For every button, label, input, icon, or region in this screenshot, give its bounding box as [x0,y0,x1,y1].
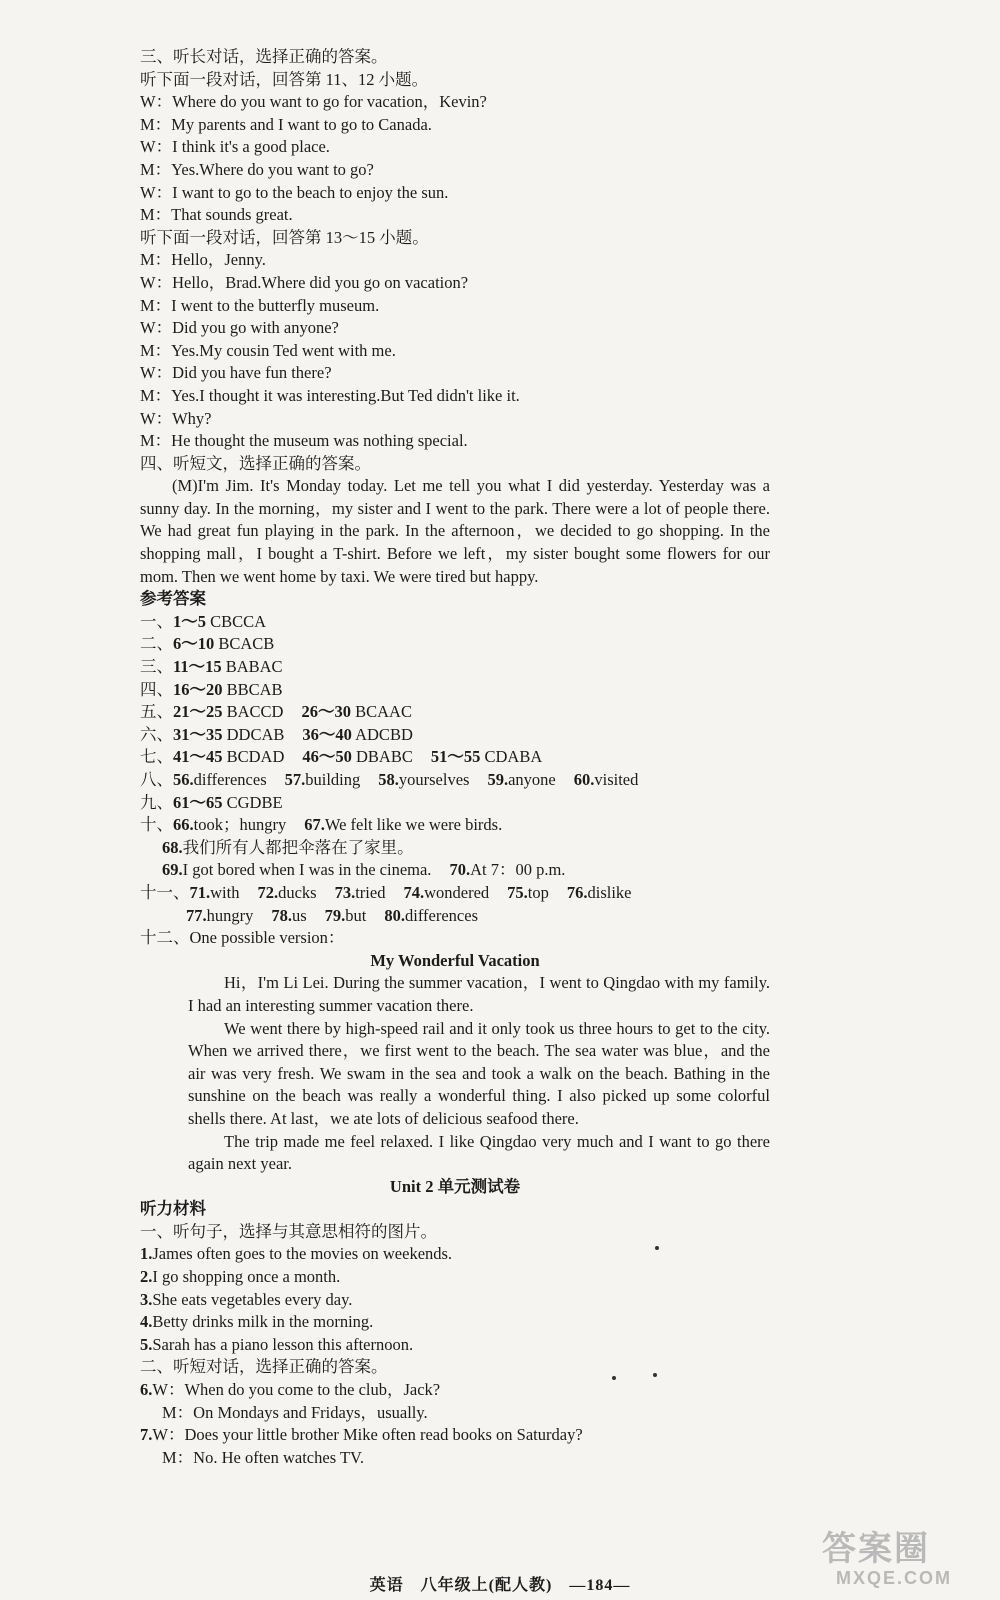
answer-value: BBCAB [222,679,283,699]
question-line [140,1289,770,1312]
dialogue-line: M：He thought the museum was nothing special. [140,431,468,451]
answer-value: 我们所有人都把伞落在了家里。 [182,837,414,857]
answer-value: At 7：00 p.m. [470,860,566,880]
answer-number: 72. [257,882,279,902]
answer-value: CBCCA [206,611,267,631]
answer-row [140,746,770,769]
answer-row: 十二、One possible version： [140,928,345,948]
answer-number: 75. [507,882,528,902]
answer-number: 59. [487,770,509,789]
watermark-line2: MXQE.COM [836,1568,953,1588]
answer-number: 76. [566,882,588,902]
answer-range: 26～30 [301,702,351,722]
dialogue-line: W：Did you go with anyone? [140,318,339,338]
dialogue-line: M：Yes.I thought it was interesting.But Ted didn't like it. [140,385,520,405]
answer-value: CGDBE [222,792,283,812]
answer-number: 60. [573,770,595,789]
answer-row [140,679,770,702]
answer-value: BCACB [214,634,275,654]
question-text: W：When do you come to the club，Jack? [152,1380,441,1400]
answer-range: 11～15 [173,657,222,677]
question-number: 4. [140,1312,153,1332]
answer-value: dislike [587,882,632,902]
section-heading: 二、听短对话，选择正确的答案。 [140,1357,388,1377]
ink-dot [655,1246,659,1250]
answer-row [140,792,770,815]
watermark-line1: 答案圈 [822,1530,930,1568]
question-line [140,1243,770,1266]
answer-value: ducks [278,882,317,902]
essay-title: My Wonderful Vacation [370,950,540,970]
answer-number: 80. [384,905,406,925]
question-text: Betty drinks milk in the morning. [152,1312,374,1332]
answer-number: 77. [186,905,207,925]
answer-range: 36～40 [302,724,352,744]
section-heading: 三、听长对话，选择正确的答案。 [140,47,388,66]
watermark-logo [822,1530,972,1590]
question-line [140,1334,770,1357]
section-heading: 一、听句子，选择与其意思相符的图片。 [140,1221,437,1241]
passage [140,475,770,588]
answer-row [140,837,770,860]
answer-range: 1～5 [173,611,206,631]
answer-number: 71. [189,882,211,902]
answers-title: 参考答案 [140,589,206,609]
dialogue-line: W：I want to go to the beach to enjoy the sun. [140,182,449,202]
answer-value: took；hungry [193,815,287,835]
essay-paragraph: Hi，I'm Li Lei. During the summer vacation，I went to Qingdao with my family. I had an interesting summer vacation there. [188,973,770,1015]
answer-row [140,905,770,928]
question-text: James often goes to the movies on weekends. [152,1244,453,1264]
answer-value: visited [594,770,639,789]
answer-value: DDCAB [222,724,285,744]
answer-row [140,769,770,792]
answer-range: 51～55 [430,747,481,767]
answer-value: BCAAC [350,702,412,722]
answer-section: 九、 [140,792,173,812]
footer-page-number: —184— [569,1577,631,1594]
answer-number: 69. [162,860,183,880]
answer-number: 58. [378,770,399,789]
answer-section: 一、 [140,611,173,631]
answer-row [140,814,770,837]
answer-section: 二、 [140,634,173,654]
answer-value: anyone [508,770,556,789]
answer-value: differences [193,770,267,789]
answer-range: 41～45 [173,747,223,767]
answer-number: 78. [271,905,292,925]
question-number: 6. [140,1380,153,1400]
answer-section: 六、 [140,724,173,744]
answer-range: 31～35 [173,724,223,744]
answer-value: BACCD [222,702,284,722]
answer-value: ADCBD [351,724,413,744]
answer-row [140,882,770,905]
answer-value: differences [405,905,479,925]
answer-section: 十、 [140,815,173,835]
answer-section: 八、 [140,770,173,789]
answer-number: 70. [449,860,471,880]
answer-number: 68. [162,837,183,857]
answer-section: 十一、 [140,882,190,902]
answer-number: 73. [334,882,356,902]
question-line [140,1266,770,1289]
answer-value: We felt like we were birds. [324,815,503,835]
dialogue-line: M：Yes.Where do you want to go? [140,159,374,179]
answer-section: 五、 [140,702,173,722]
answer-value: us [292,905,307,925]
dialogue-line: M：Yes.My cousin Ted went with me. [140,340,396,360]
answer-value: with [210,882,240,902]
dialogue-line: W：Did you have fun there? [140,363,332,383]
answer-number: 57. [284,770,306,789]
instruction: 听下面一段对话，回答第 13～15 小题。 [140,227,429,247]
answer-value: BCDAD [222,747,285,767]
answer-number: 56. [173,770,194,789]
page-content [140,46,770,1469]
question-text: W：Does your little brother Mike often read books on Saturday? [152,1425,583,1445]
answer-row [140,633,770,656]
answer-row [140,701,770,724]
answer-range: 16～20 [173,679,223,699]
answer-value: tried [355,882,386,902]
footer-subject: 英语 [369,1577,404,1594]
dialogue-line: W：Where do you want to go for vacation，Kevin? [140,92,487,112]
answer-section: 七、 [140,747,173,767]
dialogue-line: W：Why? [140,408,212,428]
answer-row [140,656,770,679]
answer-range: 46～50 [302,747,352,767]
answer-number: 66. [173,815,194,835]
answer-range: 61～65 [173,792,223,812]
answer-value: but [345,905,367,925]
answer-value: CDABA [480,747,543,767]
ink-dot [612,1376,616,1380]
essay-paragraph: The trip made me feel relaxed. I like Qingdao very much and I want to go there again next year. [188,1131,770,1174]
answer-row [140,611,770,634]
answer-number: 79. [324,905,346,925]
answer-number: 74. [403,882,425,902]
answer-value: DBABC [351,747,413,767]
dialogue-line: M：My parents and I want to go to Canada. [140,114,432,134]
answer-value: I got bored when I was in the cinema. [182,860,432,880]
answer-range: 21～25 [173,702,223,722]
answer-section: 三、 [140,657,173,677]
unit-title: Unit 2 单元测试卷 [389,1176,521,1196]
passage-text: (M)I'm Jim. It's Monday today. Let me tell you what I did yesterday. Yesterday was a sunny day. In the morning，my sister and I went to the park. There were a lot of people there. We had great fun playing in the park. In the afternoon，we decided to go shopping. In the shopping mall，I bought a T-shirt. Before we left，my sister bought some flowers for our mom. Then we went home by taxi. We were tired but happy. [140,476,770,586]
answer-value: top [527,882,549,902]
essay-paragraph: We went there by high-speed rail and it only took us three hours to get to the city. When we arrived there，we first went to the beach. The sea water was blue，and the air was very fresh. We swam in the sea and took a walk on the beach. Bathing in the sunshine on the beach was really a wonderful thing. I also picked up some colorful shells there. At last，we ate lots of delicious seafood there. [188,1018,770,1128]
question-number: 7. [140,1425,153,1445]
question-text: Sarah has a piano lesson this afternoon. [152,1334,414,1354]
answer-range: 6～10 [173,634,215,654]
listening-title: 听力材料 [140,1199,206,1219]
dialogue-line: W：I think it's a good place. [140,137,330,157]
answer-section: 四、 [140,679,173,699]
answer-value: wondered [424,882,490,902]
dialogue-line: M：No. He often watches TV. [162,1447,364,1467]
dialogue-line: M：Hello，Jenny. [140,250,266,270]
answer-number: 67. [304,815,325,835]
question-line [140,1424,770,1447]
question-text: I go shopping once a month. [152,1267,341,1287]
question-number: 3. [140,1289,153,1309]
question-number: 2. [140,1267,153,1287]
instruction: 听下面一段对话，回答第 11、12 小题。 [140,69,429,89]
question-text: She eats vegetables every day. [152,1289,353,1309]
question-line [140,1311,770,1334]
dialogue-line: M：I went to the butterfly museum. [140,295,380,315]
dialogue-line: M：On Mondays and Fridays，usually. [162,1402,428,1422]
answer-value: building [305,770,361,789]
answer-row [140,859,770,882]
answer-value: BABAC [221,657,283,677]
ink-dot [653,1373,657,1377]
footer-grade: 八年级上(配人教) [420,1577,553,1594]
question-number: 5. [140,1334,153,1354]
section-heading: 四、听短文，选择正确的答案。 [140,453,371,473]
question-line [140,1379,770,1402]
essay-body [140,972,770,1175]
question-number: 1. [140,1244,153,1264]
answer-value: yourselves [398,770,470,789]
answer-row [140,724,770,747]
answer-value: hungry [206,905,254,925]
dialogue-line: W：Hello，Brad.Where did you go on vacation? [140,272,469,292]
dialogue-line: M：That sounds great. [140,205,293,225]
